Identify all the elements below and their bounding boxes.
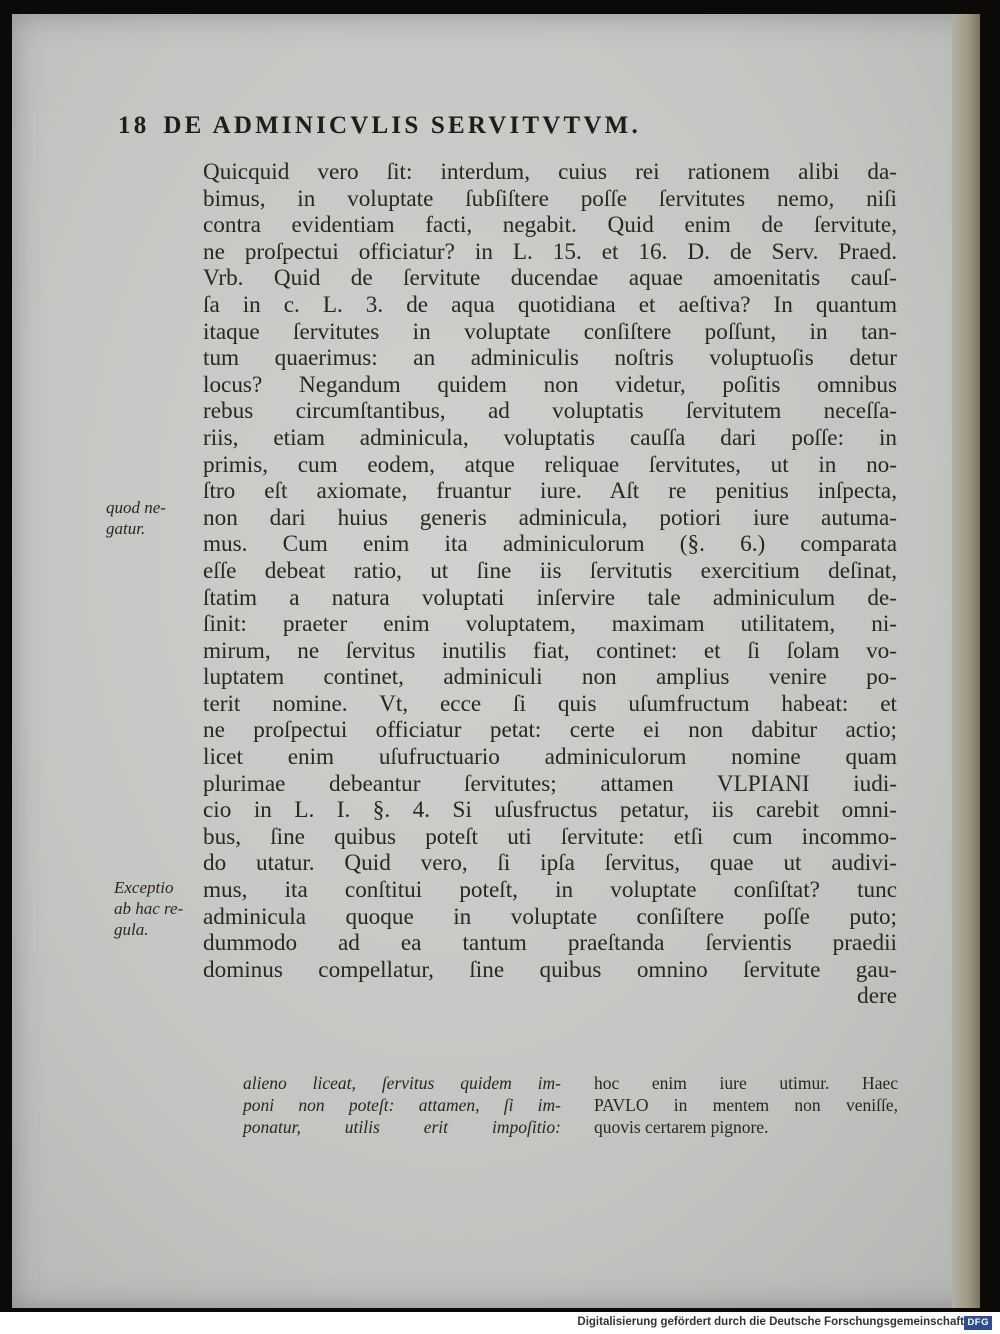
footnote-line: alieno liceat, ſervitus quidem im-: [243, 1073, 561, 1093]
footnote-line: ponatur, utilis erit impoſitio:: [243, 1117, 561, 1137]
text-line: adminicula quoque in voluptate conſiſtere poſſe puto;: [203, 903, 897, 930]
text-line: bus, ſine quibus poteſt uti ſervitute: etſi cum incommo-: [203, 823, 897, 850]
body-text: [203, 159, 897, 1010]
text-line: locus? Negandum quidem non videtur, poſitis omnibus: [203, 371, 897, 398]
text-line: Quicquid vero ſit: interdum, cuius rei rationem alibi da-: [203, 159, 897, 185]
footnote-line: quovis certarem pignore.: [594, 1117, 769, 1137]
footnote-line: hoc enim iure utimur. Haec: [594, 1073, 898, 1093]
footnote-line: PAVLO in mentem non veniſſe,: [594, 1095, 898, 1115]
text-line: ſtro eſt axiomate, fruantur iure. Aſt re penitius inſpecta,: [203, 478, 897, 505]
page-number: 18: [118, 112, 150, 139]
footer-bar: [0, 1312, 1000, 1334]
text-line: contra evidentiam facti, negabit. Quid enim de ſervitute,: [203, 212, 897, 239]
footnote-line: poni non poteſt: attamen, ſi im-: [243, 1095, 561, 1115]
text-line: do utatur. Quid vero, ſi ipſa ſervitus, quae ut audivi-: [203, 850, 897, 877]
margin-note-line: Exceptio: [114, 878, 174, 897]
text-line: mirum, ne ſervitus inutilis fiat, continet: et ſi ſolam vo-: [203, 637, 897, 664]
text-line: plurimae debeantur ſervitutes; attamen VLPIANI iudi-: [203, 770, 897, 797]
margin-note-quod-negatur: [106, 497, 196, 539]
text-line: eſſe debeat ratio, ut ſine iis ſervitutis exercitium deſinat,: [203, 557, 897, 584]
text-line: mus. Cum enim ita adminiculorum (§. 6.) comparata: [203, 531, 897, 558]
text-line: primis, cum eodem, atque reliquae ſervitutes, ut in no-: [203, 451, 897, 478]
text-line: ſinit: praeter enim voluptatem, maximam utilitatem, ni-: [203, 611, 897, 638]
margin-note-line: gula.: [114, 920, 149, 939]
text-line: licet enim uſufructuario adminiculorum nomine quam: [203, 744, 897, 771]
margin-note-line: ab hac re-: [114, 899, 184, 918]
text-line: itaque ſervitutes in voluptate conſiſtere poſſunt, in tan-: [203, 318, 897, 345]
margin-note-line: quod ne-: [106, 498, 166, 517]
page-header: [118, 112, 838, 140]
dfg-logo-icon: DFG: [964, 1316, 992, 1330]
text-line: Vrb. Quid de ſervitute ducendae aquae amoenitatis cauſ-: [203, 265, 897, 292]
funding-credit: Digitalisierung gefördert durch die Deutsche Forschungsgemeinschaft: [577, 1316, 964, 1328]
text-line: dominus compellatur, ſine quibus omnino ſervitute gau-: [203, 956, 897, 983]
text-line: riis, etiam adminicula, voluptatis cauſſa dari poſſe: in: [203, 424, 897, 451]
text-line: luptatem continet, adminiculi non amplius venire po-: [203, 664, 897, 691]
footnote-right: [594, 1072, 898, 1138]
text-line: bimus, in voluptate ſubſiſtere poſſe ſervitutes nemo, niſi: [203, 185, 897, 212]
margin-note-exceptio: [114, 877, 204, 940]
footnote-left: [243, 1072, 561, 1138]
catchword: dere: [857, 983, 897, 1010]
margin-note-line: gatur.: [106, 519, 146, 538]
page-edge: [952, 14, 980, 1308]
text-line: mus, ita conſtitui poteſt, in voluptate conſiſtat? tunc: [203, 877, 897, 904]
text-line: rebus circumſtantibus, ad voluptatis ſervitutem neceſſa-: [203, 398, 897, 425]
book-page: [12, 14, 980, 1308]
text-line: ſtatim a natura voluptati inſervire tale adminiculum de-: [203, 584, 897, 611]
text-line: tum quaerimus: an adminiculis noſtris voluptuoſis detur: [203, 345, 897, 372]
text-line: ne proſpectui officiatur? in L. 15. et 16. D. de Serv. Praed.: [203, 238, 897, 265]
text-line: ſa in c. L. 3. de aqua quotidiana et aeſtiva? In quantum: [203, 291, 897, 318]
text-line: cio in L. I. §. 4. Si uſusfructus petatur, iis carebit omni-: [203, 797, 897, 824]
text-line: terit nomine. Vt, ecce ſi quis uſumfructum habeat: et: [203, 690, 897, 717]
text-line: non dari huius generis adminicula, potiori iure autuma-: [203, 504, 897, 531]
text-line: ne proſpectui officiatur petat: certe ei non dabitur actio;: [203, 717, 897, 744]
running-title: DE ADMINICVLIS SERVITVTVM.: [163, 112, 641, 139]
text-line: dummodo ad ea tantum praeſtanda ſervientis praedii: [203, 930, 897, 957]
